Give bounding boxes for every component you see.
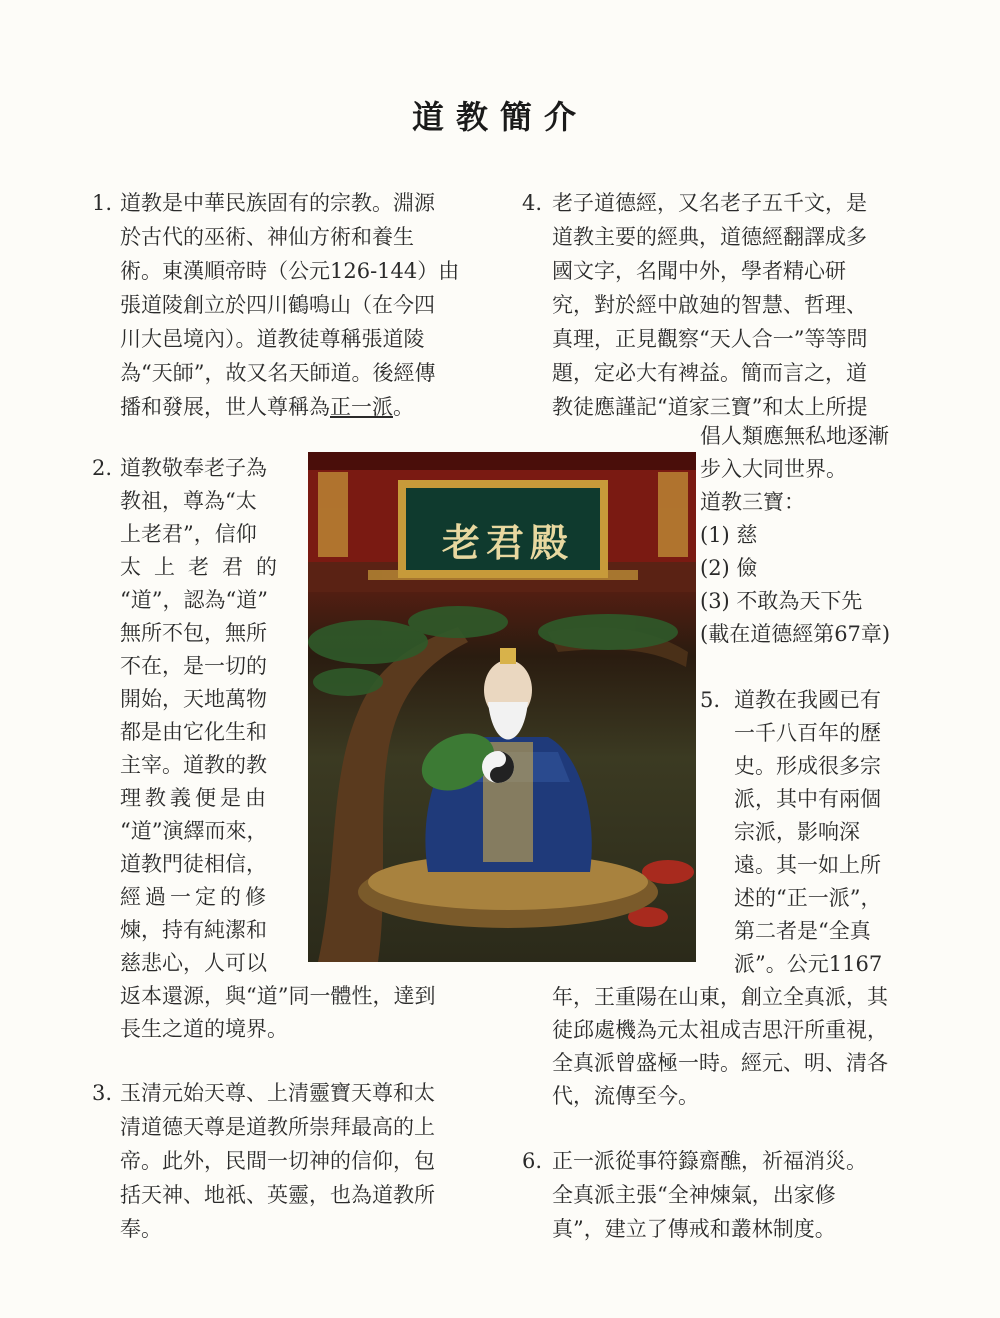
text-line: 真理，正見觀察“天人合一”等等問 <box>552 327 868 351</box>
text-line: 道教主要的經典，道德經翻譯成多 <box>552 225 867 249</box>
text-line: 全真派主張“全神煉氣，出家修 <box>552 1183 836 1207</box>
section-number: 6. <box>522 1149 543 1173</box>
text-line: 太上老君的 <box>120 555 290 579</box>
text-line: 真”，建立了傳戒和叢林制度。 <box>552 1217 836 1241</box>
text-line: 遠。其一如上所 <box>734 853 881 877</box>
text-line: 派，其中有兩個 <box>734 787 881 811</box>
treasures-heading: 道教三寶： <box>700 490 805 514</box>
text-line: 奉。 <box>120 1217 162 1241</box>
text-line: 教徒應謹記“道家三寶”和太上所提 <box>552 395 868 419</box>
text-line: 題，定必大有裨益。簡而言之，道 <box>552 361 867 385</box>
plaque-inscription: 老君殿 <box>441 520 574 565</box>
text-line: 派”。公元1167 <box>734 952 883 976</box>
section-number: 1. <box>92 191 113 215</box>
text-line: 理教義便是由 <box>120 786 270 810</box>
text-line: 教祖，尊為“太 <box>120 489 257 513</box>
text-line: 述的“正一派”， <box>734 886 882 910</box>
text-line: “道”，認為“道” <box>120 588 268 612</box>
text-line: 道教敬奉老子為 <box>120 456 267 480</box>
text-line: 無所不包，無所 <box>120 621 267 645</box>
text-line: 開始，天地萬物 <box>120 687 267 711</box>
text-line: 一千八百年的歷 <box>734 721 881 745</box>
text-line: 主宰。道教的教 <box>120 753 267 777</box>
section-number: 2. <box>92 456 113 480</box>
text-line: 長生之道的境界。 <box>120 1017 288 1041</box>
text-line <box>120 391 414 424</box>
text-line: 國文字，名聞中外，學者精心研 <box>552 259 846 283</box>
text-line: 上老君”，信仰 <box>120 522 257 546</box>
text-fragment: 。 <box>393 395 414 419</box>
treasure-item: (3) 不敢為天下先 <box>700 589 863 613</box>
zhengyi-sect-term: 正一派 <box>330 395 393 419</box>
text-line: 年，王重陽在山東，創立全真派，其 <box>552 985 888 1009</box>
text-line: 道教是中華民族固有的宗教。淵源 <box>120 191 435 215</box>
text-line: 於古代的巫術、神仙方術和養生 <box>120 225 414 249</box>
text-line: 道教在我國已有 <box>734 688 881 712</box>
text-line: 正一派從事符籙齋醮，祈福消災。 <box>552 1149 867 1173</box>
text-line: 返本還源，與“道”同一體性，達到 <box>120 984 436 1008</box>
text-line: 史。形成很多宗 <box>734 754 881 778</box>
text-line: 步入大同世界。 <box>700 457 847 481</box>
text-fragment: 播和發展，世人尊稱為 <box>120 395 330 419</box>
text-line: 全真派曾盛極一時。經元、明、清各 <box>552 1051 888 1075</box>
text-line: 宗派，影响深 <box>734 820 860 844</box>
text-line: 為“天師”，故又名天師道。後經傳 <box>120 361 436 385</box>
text-line: 徒邱處機為元太祖成吉思汗所重視， <box>552 1018 888 1042</box>
section-number: 5. <box>700 688 721 712</box>
text-line: 究，對於經中啟廸的智慧、哲理、 <box>552 293 867 317</box>
text-line: 第二者是“全真 <box>734 919 871 943</box>
text-line: “道”演繹而來， <box>120 819 268 843</box>
text-line: 不在，是一切的 <box>120 654 267 678</box>
treasure-item: (1) 慈 <box>700 523 758 547</box>
text-line: 帝。此外，民間一切神的信仰，包 <box>120 1149 435 1173</box>
text-line: 老子道德經，又名老子五千文，是 <box>552 191 867 215</box>
treasure-item: (2) 儉 <box>700 556 758 580</box>
text-line: 慈悲心，人可以 <box>120 951 267 975</box>
laojun-statue-photo <box>308 452 696 962</box>
section-number: 4. <box>522 191 543 215</box>
section-number: 3. <box>92 1081 113 1105</box>
text-line: 煉，持有純潔和 <box>120 918 267 942</box>
page-title: 道教簡介 <box>411 98 588 136</box>
text-line: 道教門徒相信， <box>120 852 267 876</box>
text-line: 括天神、地祇、英靈，也為道教所 <box>120 1183 435 1207</box>
text-line: 張道陵創立於四川鶴鳴山（在今四 <box>120 293 435 317</box>
source-note: (載在道德經第67章) <box>700 622 891 646</box>
text-line: 玉清元始天尊、上清靈寶天尊和太 <box>120 1081 435 1105</box>
text-line: 都是由它化生和 <box>120 720 267 744</box>
text-line: 清道德天尊是道教所崇拜最高的上 <box>120 1115 435 1139</box>
text-line: 倡人類應無私地逐漸 <box>700 424 889 448</box>
text-line: 代，流傳至今。 <box>552 1084 699 1108</box>
text-line: 經過一定的修 <box>120 885 270 909</box>
text-line: 術。東漢順帝時（公元126-144）由 <box>120 259 460 283</box>
text-line: 川大邑境內）。道教徒尊稱張道陵 <box>120 327 425 351</box>
